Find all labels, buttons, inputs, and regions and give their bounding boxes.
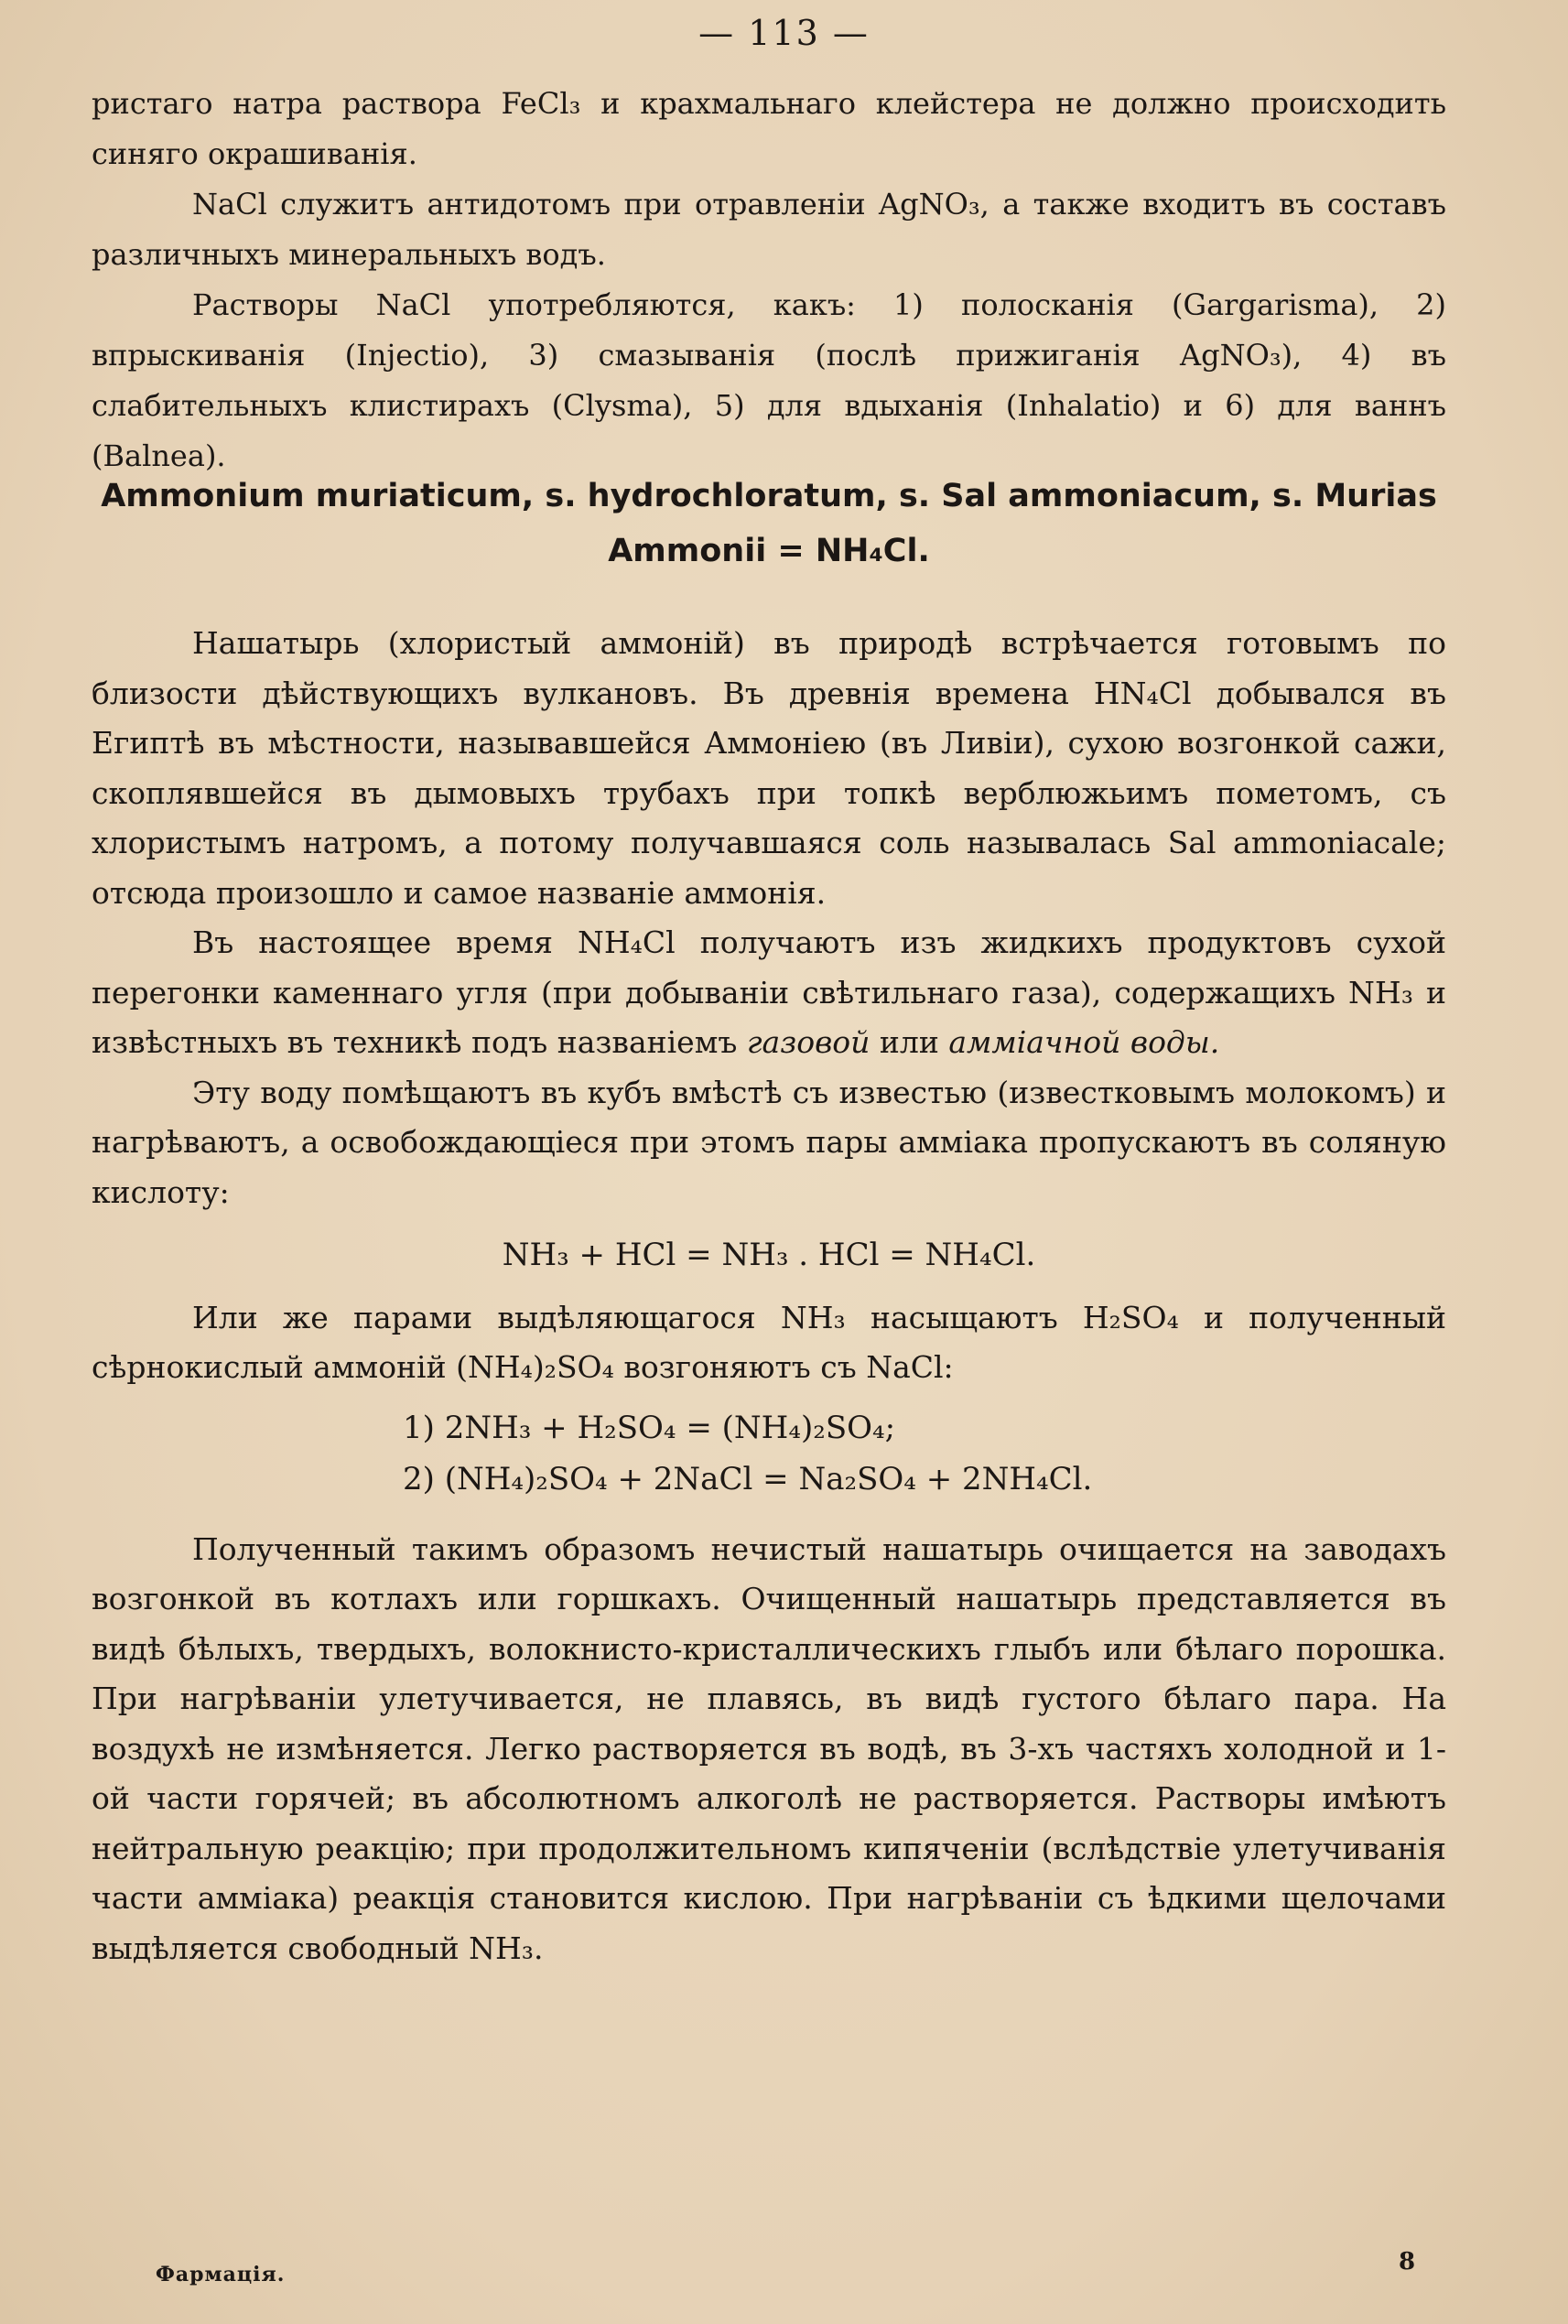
footer-sheet-number: 8 <box>1399 2248 1416 2275</box>
body-paragraph-3: Эту воду помѣщаютъ въ кубъ вмѣстѣ съ известью (известковымъ молокомъ) и нагрѣваютъ, а освобождающіеся при этомъ пары амміака пропускаютъ въ соляную кислоту: <box>92 1074 1446 1210</box>
gas-water-term: газовой <box>746 1024 871 1060</box>
intro-paragraph-3: Растворы NaCl употребляются, какъ: 1) полосканія (Gargarisma), 2) впрыскиванія (Injectio), 3) смазыванія (послѣ прижиганія AgNO₃), 4) въ слабительныхъ клистирахъ (Clysma), 5) для вдыханія (Inhalatio) и 6) для ваннъ (Balnea). <box>92 287 1446 473</box>
body-paragraph-5: Полученный такимъ образомъ нечистый нашатырь очищается на заводахъ возгонкой въ котлахъ или горшкахъ. Очищенный нашатырь представляется въ видѣ бѣлыхъ, твердыхъ, волокнисто-кристаллическихъ глыбъ или бѣлаго порошка. При нагрѣваніи улетучивается, не плавясь, въ видѣ густого бѣлаго пара. На воздухѣ не измѣняется. Легко растворяется въ водѣ, въ 3-хъ частяхъ холодной и 1-ой части горячей; въ абсолютномъ алкоголѣ не растворяется. Растворы имѣютъ нейтральную реакцію; при продолжительномъ кипяченіи (вслѣдствіе улетучиванія части амміака) реакція становится кислою. При нагрѣваніи съ ѣдкими щелочами выдѣляется свободный NH₃. <box>92 1530 1446 1966</box>
formula-2-line-1: 1) 2NH₃ + H₂SO₄ = (NH₄)₂SO₄; <box>403 1409 896 1446</box>
body-paragraph-4: Или же парами выдѣляющагося NH₃ насыщаютъ H₂SO₄ и полученный сѣрнокислый аммоній (NH₄)₂SO₄ возгоняютъ съ NaCl: <box>92 1299 1446 1385</box>
main-section <box>92 619 1446 1973</box>
footer-signature: Фармація. <box>156 2263 286 2286</box>
intro-paragraph-2: NaCl служитъ антидотомъ при отравленіи AgNO₃, а также входитъ въ составъ различныхъ минеральныхъ водъ. <box>92 187 1446 272</box>
formula-2 <box>92 1402 1446 1505</box>
body-paragraph-2-text: Въ настоящее время NH₄Cl получаютъ изъ жидкихъ продуктовъ сухой перегонки каменнаго угля (при добываніи свѣтильнаго газа), содержащихъ NH₃ и извѣстныхъ въ техникѣ подъ названіемъ <box>92 924 1446 1060</box>
formula-2-line-2: 2) (NH₄)₂SO₄ + 2NaCl = Na₂SO₄ + 2NH₄Cl. <box>403 1460 1093 1497</box>
page-number: — 113 — <box>698 13 870 53</box>
section-title: Ammonium muriaticum, s. hydrochloratum, s. Sal ammoniacum, s. Murias Ammonii = NH₄Cl. <box>101 478 1437 569</box>
body-paragraph-2 <box>92 918 1446 1068</box>
intro-paragraph-1: ристаго натра раствора FeCl₃ и крахмальнаго клейстера не должно происходить синяго окрашиванія. <box>92 86 1446 171</box>
body-paragraph-2-conjunction: или <box>879 1024 939 1060</box>
body-paragraph-1: Нашатырь (хлористый аммоній) въ природѣ встрѣчается готовымъ по близости дѣйствующихъ вулкановъ. Въ древнія времена HN₄Cl добывался въ Египтѣ въ мѣстности, называвшейся Аммоніею (въ Ливіи), сухою возгонкой сажи, скоплявшейся въ дымовыхъ трубахъ при топкѣ верблюжьимъ пометомъ, съ хлористымъ натромъ, а потому получавшаяся соль называлась Sal ammoniacale; отсюда произошло и самое названіе аммонія. <box>92 625 1446 911</box>
intro-section <box>92 79 1446 481</box>
ammonia-water-term: амміачной воды. <box>948 1024 1220 1060</box>
formula-1: NH₃ + HCl = NH₃ . HCl = NH₄Cl. <box>502 1237 1036 1273</box>
